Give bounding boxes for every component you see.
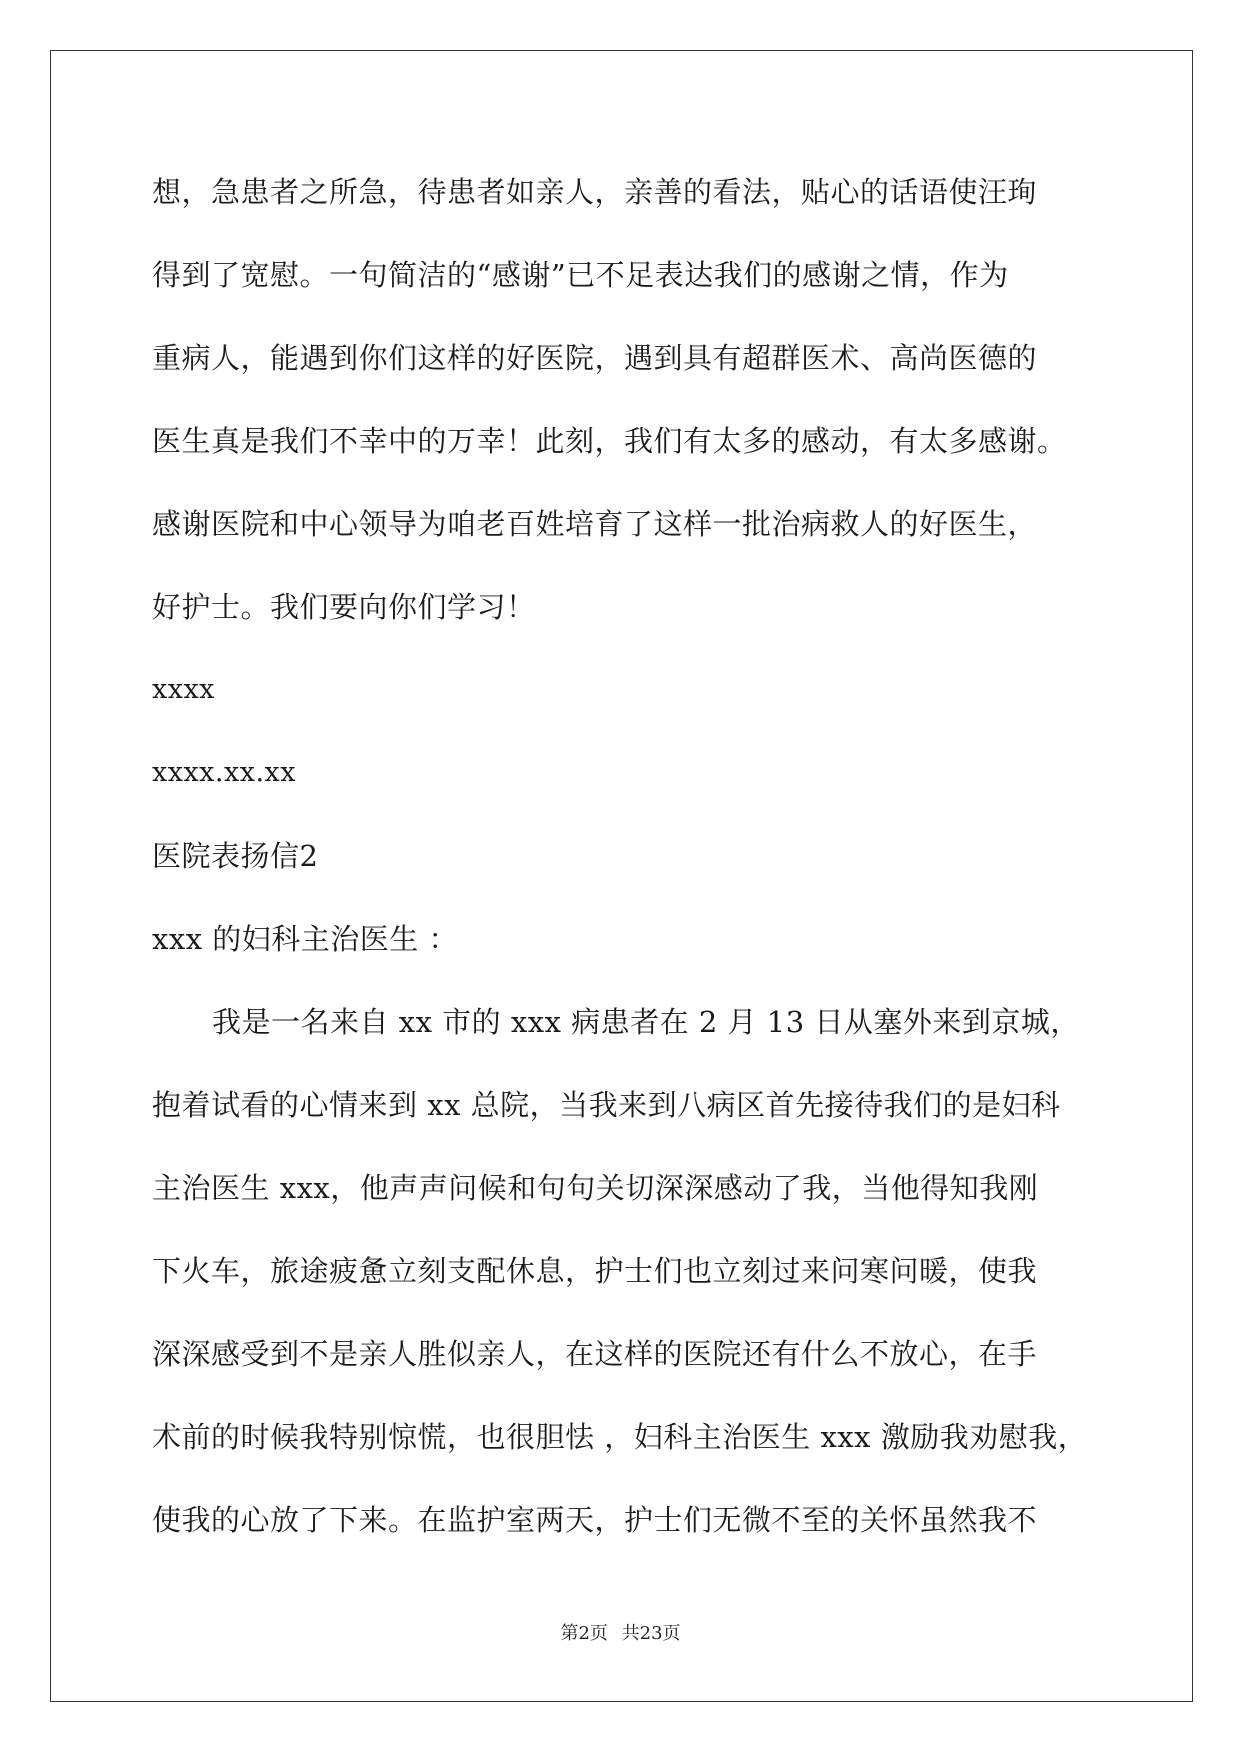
signature-name: xxxx bbox=[152, 674, 215, 705]
text-line: 深深感受到不是亲人胜似亲人，在这样的医院还有什么不放心，在手 bbox=[152, 1337, 1038, 1371]
page-number: 第2页 bbox=[560, 1623, 608, 1644]
text-line: 好护士。我们要向你们学习！ bbox=[152, 590, 536, 624]
text-line: 我是一名来自 xx 市的 xxx 病患者在 2 月 13 日从塞外来到京城， bbox=[212, 1005, 1080, 1039]
text-line: 得到了宽慰。一句简洁的“感谢”已不足表达我们的感谢之情，作为 bbox=[152, 258, 1009, 292]
text-line: 想，急患者之所急，待患者如亲人，亲善的看法，贴心的话语使汪珣 bbox=[152, 175, 1038, 209]
page-total: 共23页 bbox=[621, 1623, 681, 1644]
text-line: 术前的时候我特别惊慌，也很胆怯 ，妇科主治医生 xxx 激励我劝慰我， bbox=[152, 1420, 1088, 1454]
text-line: 使我的心放了下来。在监护室两天，护士们无微不至的关怀虽然我不 bbox=[152, 1503, 1038, 1537]
document-body bbox=[152, 160, 1092, 1571]
signature-date: xxxx.xx.xx bbox=[152, 757, 296, 788]
section-title: 医院表扬信2 bbox=[152, 839, 319, 873]
text-line: 医生真是我们不幸中的万幸！此刻，我们有太多的感动，有太多感谢。 bbox=[152, 424, 1067, 458]
text-line: 感谢医院和中心领导为咱老百姓培育了这样一批治病救人的好医生， bbox=[152, 507, 1038, 541]
text-line: 重病人，能遇到你们这样的好医院，遇到具有超群医术、高尚医德的 bbox=[152, 341, 1038, 375]
salutation: xxx 的妇科主治医生 ： bbox=[152, 922, 459, 956]
text-line: 下火车，旅途疲惫立刻支配休息，护士们也立刻过来问寒问暖，使我 bbox=[152, 1254, 1038, 1288]
text-line: 抱着试看的心情来到 xx 总院，当我来到八病区首先接待我们的是妇科 bbox=[152, 1088, 1061, 1122]
page-footer bbox=[0, 1622, 1241, 1646]
text-line: 主治医生 xxx，他声声问候和句句关切深深感动了我，当他得知我刚 bbox=[152, 1171, 1039, 1205]
